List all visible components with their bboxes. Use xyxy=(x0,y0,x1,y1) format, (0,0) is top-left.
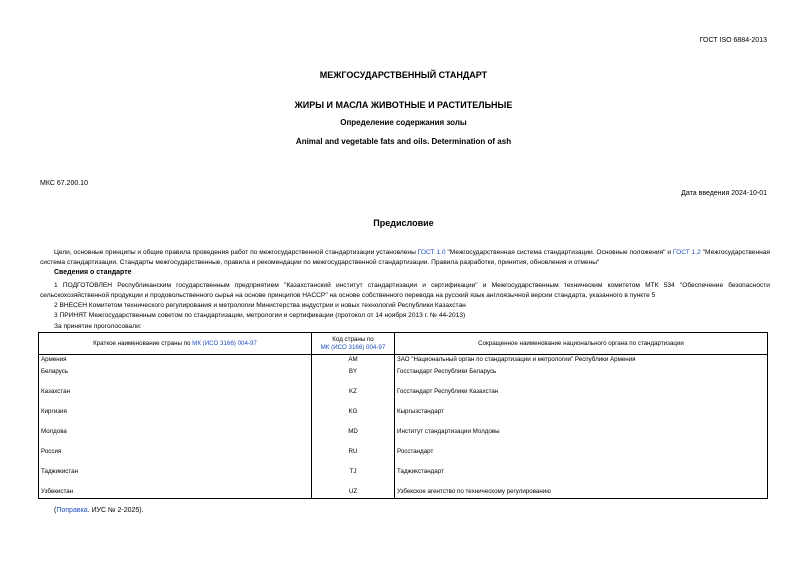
table-row xyxy=(39,367,768,387)
paragraph-text: "Межгосударственная система стандартизации. Стандарты межгосударственные, правила и рекомендации по межгосударственной стандартизации. Правила разработки, принятия, обновления и отмены" xyxy=(40,249,770,266)
table-row xyxy=(39,427,768,447)
standard-type-heading: МЕЖГОСУДАРСТВЕННЫЙ СТАНДАРТ xyxy=(319,70,488,80)
document-code: ГОСТ ISO 6884-2013 xyxy=(699,37,767,44)
body-cell: Госстандарт Республики Беларусь xyxy=(395,367,768,387)
code-cell: BY xyxy=(312,367,395,387)
body-cell: Кыргызстандарт xyxy=(395,407,768,427)
body-cell: Госстандарт Республики Казахстан xyxy=(395,387,768,407)
body-cell: Таджикстандарт xyxy=(395,467,768,487)
country-cell: Таджикистан xyxy=(39,467,312,487)
column-header-country xyxy=(39,333,312,355)
note-text: ( xyxy=(54,507,57,514)
gost-1-2-link[interactable]: ГОСТ 1.2 xyxy=(672,249,701,256)
mks-code: МКС 67.200.10 xyxy=(40,180,88,187)
prepared-by-paragraph: 1 ПОДГОТОВЛЕН Республиканским государственным предприятием "Казахстанский институт стандартизации и сертификации" и Межгосударственным техническим комитетом МТК 534 "Обеспечение безопасности сельскохозяйственной продукции и продовольственного сырья на основе принципов HACCP" на основе собственного перевода на русский язык англоязычной версии стандарта, указанного в пункте 5 xyxy=(40,282,770,299)
preface-heading: Предисловие xyxy=(373,218,434,228)
preface-paragraph-goals xyxy=(40,248,770,267)
submitted-by-paragraph: 2 ВНЕСЕН Комитетом технического регулирования и метрологии Министерства индустрии и новых технологий Республики Казахстан xyxy=(54,302,466,309)
country-cell: Молдова xyxy=(39,427,312,447)
voted-for-paragraph: За принятие проголосовали: xyxy=(54,323,142,330)
table-row xyxy=(39,407,768,427)
amendment-link[interactable]: Поправка xyxy=(56,507,88,514)
column-header-code xyxy=(312,333,395,355)
country-cell: Россия xyxy=(39,447,312,467)
code-cell: MD xyxy=(312,427,395,447)
header-text: Код страны по xyxy=(332,335,374,343)
country-cell: Киргизия xyxy=(39,407,312,427)
standard-info-title: Сведения о стандарте xyxy=(54,269,132,276)
country-cell: Беларусь xyxy=(39,367,312,387)
country-cell: Армения xyxy=(39,355,312,367)
document-title-english: Animal and vegetable fats and oils. Determination of ash xyxy=(295,137,512,146)
country-cell: Казахстан xyxy=(39,387,312,407)
body-cell: Росстандарт xyxy=(395,447,768,467)
column-header-body: Сокращенное наименование национального органа по стандартизации xyxy=(395,333,768,355)
mk-iso-3166-link[interactable]: МК (ИСО 3166) 004-97 xyxy=(320,343,386,351)
paragraph-text: "Межгосударственная система стандартизации. Основные положения" и xyxy=(445,249,673,256)
code-cell: AM xyxy=(312,355,395,367)
table-row xyxy=(39,355,768,367)
voting-countries-table xyxy=(38,332,768,499)
body-cell: ЗАО "Национальный орган по стандартизации и метрологии" Республики Армения xyxy=(395,355,768,367)
introduction-date: Дата введения 2024-10-01 xyxy=(681,190,767,197)
amendment-note xyxy=(54,507,144,514)
code-cell: TJ xyxy=(312,467,395,487)
table-header-row xyxy=(39,333,768,355)
code-cell: KG xyxy=(312,407,395,427)
body-cell: Институт стандартизации Молдовы xyxy=(395,427,768,447)
note-text: . ИУС № 2-2025). xyxy=(87,507,144,514)
paragraph-text: Цели, основные принципы и общие правила проведения работ по межгосударственной стандартизации установлены xyxy=(54,249,418,256)
table-row xyxy=(39,487,768,499)
document-subtitle: Определение содержания золы xyxy=(340,118,467,127)
table-row xyxy=(39,447,768,467)
code-cell: UZ xyxy=(312,487,395,499)
adopted-paragraph: 3 ПРИНЯТ Межгосударственным советом по стандартизации, метрологии и сертификации (протокол от 14 ноября 2013 г. № 44-2013) xyxy=(54,312,466,319)
code-cell: RU xyxy=(312,447,395,467)
body-cell: Узбекское агентство по техническому регулированию xyxy=(395,487,768,499)
gost-1-0-link[interactable]: ГОСТ 1.0 xyxy=(417,249,446,256)
code-cell: KZ xyxy=(312,387,395,407)
mk-iso-3166-link[interactable]: МК (ИСО 3166) 004-97 xyxy=(192,339,257,347)
header-text: Краткое наименование страны по xyxy=(93,339,193,347)
table-row xyxy=(39,467,768,487)
document-title: ЖИРЫ И МАСЛА ЖИВОТНЫЕ И РАСТИТЕЛЬНЫЕ xyxy=(294,100,513,110)
table-row xyxy=(39,387,768,407)
country-cell: Узбекистан xyxy=(39,487,312,499)
